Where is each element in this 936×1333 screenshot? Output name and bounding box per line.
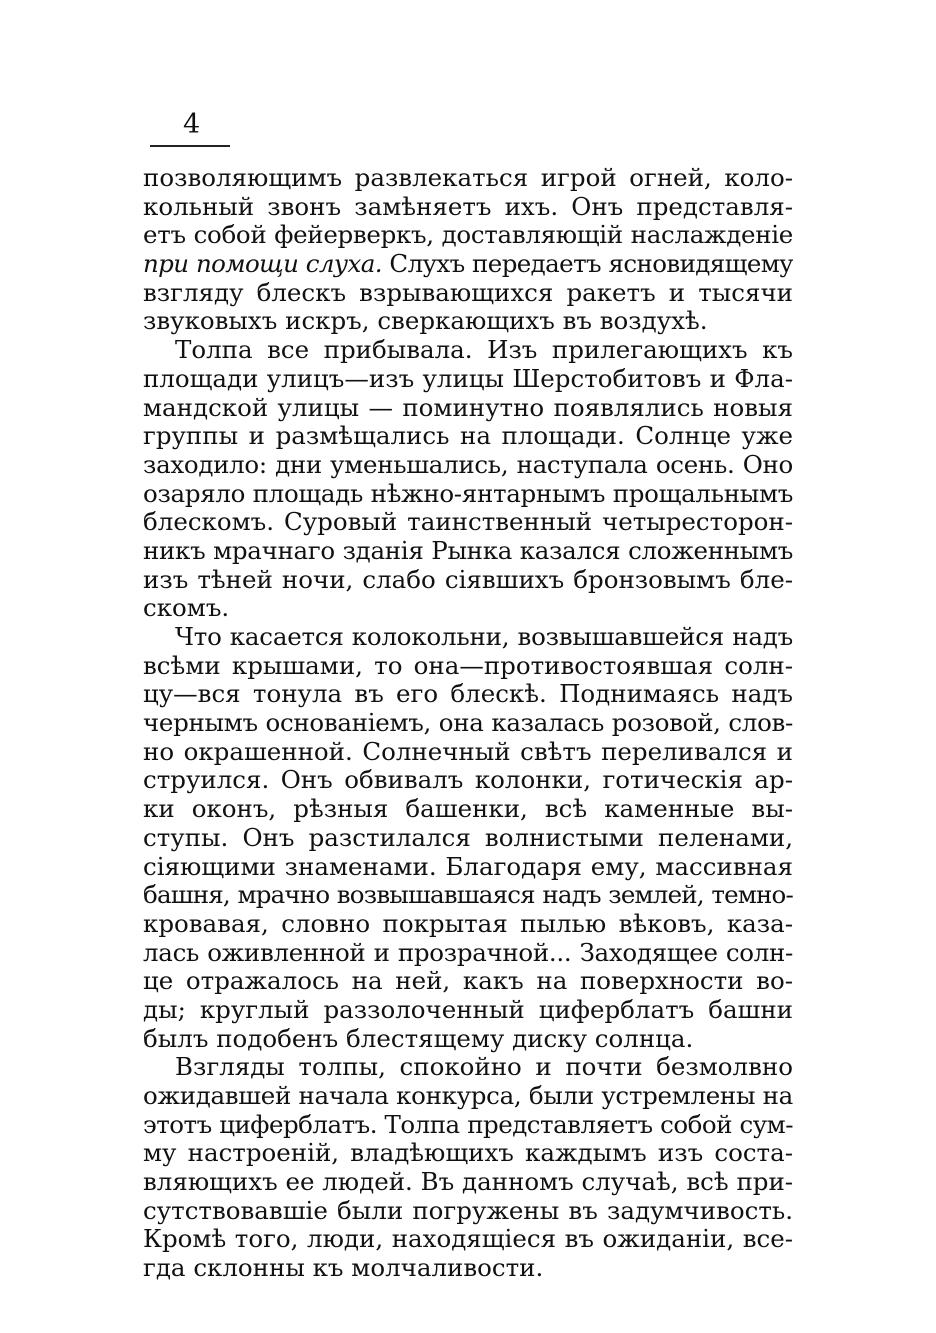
page-number: 4: [183, 109, 201, 140]
text-line: це отражалось на ней, какъ на поверхности во-: [143, 967, 793, 996]
text-line: взгляду блескъ взрывающихся ракетъ и тысячи: [143, 278, 793, 307]
text-line: но окрашенной. Солнечный свѣтъ переливался и: [143, 737, 793, 766]
text-line: позволяющимъ развлекаться игрой огней, коло-: [143, 164, 793, 192]
text-line: Толпа все прибывала. Изъ прилегающихъ къ: [175, 336, 793, 365]
text-line: сіяющими знаменами. Благодаря ему, массивная: [143, 852, 793, 881]
text-line: площади улицъ—изъ улицы Шерстобитовъ и Фла-: [143, 364, 793, 393]
text-line: этотъ циферблатъ. Толпа представляетъ собой сум-: [143, 1110, 793, 1139]
text-line: чернымъ основаніемъ, она казалась розовой, слов-: [143, 709, 793, 738]
text-line-mixed: [143, 250, 793, 279]
text-line: блескомъ. Суровый таинственный четыресторон-: [143, 508, 793, 537]
text-line: ки оконъ, рѣзныя башенки, всѣ каменные вы-: [143, 795, 793, 824]
text-line: сутствовавшіе были погружены въ задумчивость.: [143, 1196, 793, 1225]
text-line: му настроеній, владѣющихъ каждымъ изъ соста-: [143, 1139, 793, 1168]
text-line: вляющихъ ее людей. Въ данномъ случаѣ, всѣ при-: [143, 1168, 793, 1197]
text-line: скомъ.: [143, 594, 230, 623]
text-line: струился. Онъ обвивалъ колонки, готическія ар-: [143, 766, 793, 795]
text-line: былъ подобенъ блестящему диску солнца.: [143, 1024, 694, 1053]
text-line: гда склонны къ молчаливости.: [143, 1254, 544, 1283]
text-line: етъ собой фейерверкъ, доставляющій наслажденіе: [143, 221, 793, 250]
text-line: цу—вся тонула въ его блескѣ. Поднимаясь надъ: [143, 680, 793, 709]
text-line: Кромѣ того, люди, находящіеся въ ожиданіи, все-: [143, 1225, 793, 1254]
text-line: Что касается колокольни, возвышавшейся надъ: [175, 623, 793, 651]
text-line: заходило: дни уменьшались, наступала осень. Оно: [143, 450, 793, 479]
text-line: Взгляды толпы, спокойно и почти безмолвно: [175, 1053, 793, 1082]
text-line: группы и размѣщались на площади. Солнце уже: [143, 422, 793, 451]
emphasis-text: при помощи слуха.: [143, 250, 382, 279]
text-fragment: Слухъ передаетъ ясновидящему: [389, 250, 793, 279]
page-number-rule: [150, 145, 230, 147]
text-line: ды; круглый раззолоченный циферблатъ башни: [143, 995, 793, 1024]
text-line: ожидавшей начала конкурса, были устремлены на: [143, 1082, 793, 1110]
text-line: никъ мрачнаго зданія Рынка казался сложеннымъ: [143, 536, 793, 565]
text-line: кольный звонъ замѣняетъ ихъ. Онъ представля-: [143, 192, 793, 221]
body-text: [143, 164, 793, 1283]
text-line: всѣми крышами, то она—противостоявшая солн-: [143, 651, 793, 680]
text-line: лась оживленной и прозрачной... Заходящее солн-: [143, 938, 793, 967]
text-line: мандской улицы — поминутно появлялись новыя: [143, 393, 793, 422]
text-line: кровавая, словно покрытая пылью вѣковъ, каза-: [143, 909, 793, 938]
text-line: башня, мрачно возвышавшаяся надъ землей, темно-: [143, 881, 793, 910]
text-line: изъ тѣней ночи, слабо сіявшихъ бронзовымъ бле-: [143, 565, 793, 594]
text-line: ступы. Онъ разстилался волнистыми пеленами,: [143, 823, 793, 852]
text-line: звуковыхъ искръ, сверкающихъ въ воздухѣ.: [143, 307, 708, 336]
text-line: озаряло площадь нѣжно-янтарнымъ прощальнымъ: [143, 479, 793, 508]
